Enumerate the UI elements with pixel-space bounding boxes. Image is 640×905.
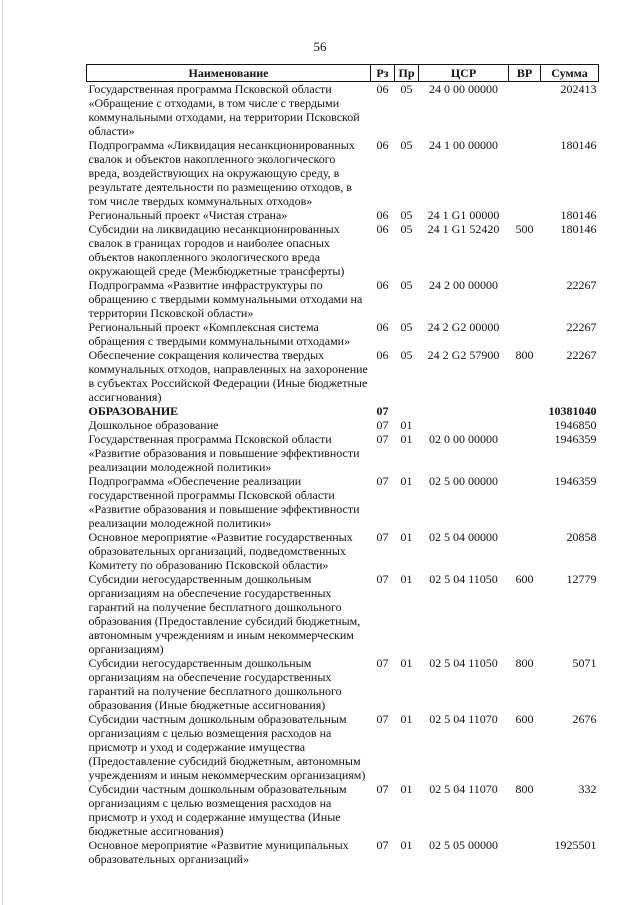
row-vr [509,138,541,208]
row-rz: 07 [376,572,389,586]
row-sum: 332 [578,782,597,796]
row-pr: 05 [400,222,413,236]
budget-table [86,64,599,866]
row-name: Основное мероприятие «Развитие муниципальных образовательных организаций» [88,838,349,866]
row-csr: 02 5 04 11070 [429,782,498,796]
row-name: Субсидии частным дошкольным образовательным организациям с целью возмещения расходов на присмотр и уход и содержание имущества (Предоставление субсидий бюджетным, автономным учреждениям и иным некоммерческим организациям) [88,712,366,782]
row-vr [509,320,541,348]
table-row [87,530,599,572]
row-vr [509,278,541,320]
row-csr: 24 1 00 00000 [429,138,498,152]
row-name: Подпрограмма «Обеспечение реализации государственной программы Псковской области «Развитие образования и повышение эффективности реализации молодежной политики» [88,474,360,530]
row-vr [509,474,541,530]
header-name: Наименование [87,65,371,82]
table-row [87,572,599,656]
table-row [87,838,599,866]
row-csr [419,418,509,432]
row-pr: 01 [400,572,413,586]
row-name: Подпрограмма «Развитие инфраструктуры по обращению с твердыми коммунальными отходами на территории Псковской области» [88,278,363,320]
row-sum: 22267 [566,348,597,362]
table-row [87,222,599,278]
row-sum: 180146 [560,222,597,236]
header-csr: ЦСР [419,65,509,82]
row-vr [509,404,541,418]
row-name: Основное мероприятие «Развитие государственных образовательных организаций, подведомственных Комитету по образованию Псковской области» [88,530,353,572]
section-sum: 10381040 [548,404,597,418]
row-rz: 06 [376,348,389,362]
row-vr [509,418,541,432]
row-name: Обеспечение сокращения количества твердых коммунальных отходов, направленных на захоронение в субъектах Российской Федерации (Иные бюджетные ассигнования) [88,348,368,404]
table-row [87,348,599,404]
table-row [87,208,599,222]
row-vr [509,82,541,139]
table-row [87,138,599,208]
row-name: Государственная программа Псковской области «Обращение с отходами, в том числе с твердыми коммунальными отходами, на территории Псковской области» [88,82,360,138]
row-rz: 07 [376,404,389,418]
row-csr: 02 5 04 11070 [429,712,498,726]
row-name: Дошкольное образование [88,418,219,432]
row-pr: 01 [400,782,413,796]
row-rz: 07 [376,656,389,670]
row-name: Подпрограмма «Ликвидация несанкционированных свалок и объектов накопленного экологического вреда, воздействующих на окружающую среду, в результате деятельности по размещению отходов, в том числе твердых коммунальных отходов» [88,138,355,208]
row-csr: 24 2 00 00000 [429,278,498,292]
header-row [87,65,599,82]
header-sum: Сумма [541,65,599,82]
row-vr: 800 [515,656,534,670]
table-row [87,474,599,530]
header-pr: Пр [395,65,419,82]
row-sum: 22267 [566,278,597,292]
row-csr: 02 5 05 00000 [429,838,498,852]
row-rz: 07 [376,474,389,488]
row-vr: 800 [515,782,534,796]
row-name: Субсидии негосударственным дошкольным организациям на обеспечение государственных гарантий на получение бесплатного дошкольного образования (Иные бюджетные ассигнования) [88,656,342,712]
row-sum: 1946359 [554,474,597,488]
header-vr: ВР [509,65,541,82]
row-name: Государственная программа Псковской области «Развитие образования и повышение эффективности реализации молодежной политики» [88,432,360,474]
row-rz: 07 [376,712,389,726]
row-name: Субсидии на ликвидацию несанкционированных свалок в границах городов и наиболее опасных объектов накопленного экологического вреда окружающей среде (Межбюджетные трансферты) [88,222,345,278]
row-vr: 500 [515,222,534,236]
row-vr [509,208,541,222]
row-pr: 01 [400,432,413,446]
row-rz: 06 [376,82,389,96]
row-pr: 01 [400,474,413,488]
row-pr: 01 [400,530,413,544]
row-sum: 180146 [560,138,597,152]
row-sum: 180146 [560,208,597,222]
row-pr [395,404,419,418]
table-row [87,418,599,432]
header-rz: Рз [371,65,395,82]
row-sum: 202413 [560,82,597,96]
row-csr: 02 5 00 00000 [429,474,498,488]
table-header [87,65,599,82]
table-row [87,82,599,139]
row-rz: 07 [376,838,389,852]
row-sum: 2676 [572,712,597,726]
row-csr [419,404,509,418]
scan-edge [2,0,3,905]
table-body [87,82,599,867]
table-row [87,782,599,838]
row-sum: 1946850 [554,418,597,432]
row-sum: 20858 [566,530,597,544]
row-csr: 24 2 G2 57900 [427,348,500,362]
row-csr: 24 0 00 00000 [429,82,498,96]
row-rz: 07 [376,782,389,796]
row-vr: 600 [515,712,534,726]
row-pr: 05 [400,348,413,362]
row-name: Субсидии частным дошкольным образовательным организациям с целью возмещения расходов на присмотр и уход и содержание имущества (Иные бюджетные ассигнования) [88,782,347,838]
row-rz: 06 [376,138,389,152]
row-pr: 01 [400,656,413,670]
row-sum: 5071 [572,656,597,670]
row-pr: 05 [400,208,413,222]
table-row [87,712,599,782]
row-sum: 12779 [566,572,597,586]
row-csr: 24 1 G1 00000 [427,208,500,222]
row-name: Региональный проект «Комплексная система обращения с твердыми коммунальными отходами» [88,320,351,348]
row-rz: 07 [376,432,389,446]
row-pr: 01 [400,712,413,726]
row-csr: 24 1 G1 52420 [427,222,500,236]
row-pr: 05 [400,82,413,96]
row-pr: 05 [400,278,413,292]
row-rz: 06 [376,278,389,292]
row-rz: 06 [376,222,389,236]
row-vr [509,432,541,474]
row-vr [509,530,541,572]
row-vr [509,838,541,866]
section-row [87,404,599,418]
row-csr: 02 5 04 11050 [429,656,498,670]
page-number: 56 [313,39,327,54]
row-vr: 800 [515,348,534,362]
row-csr: 24 2 G2 00000 [427,320,500,334]
table-row [87,278,599,320]
table-row [87,656,599,712]
table-row [87,432,599,474]
row-rz: 06 [376,208,389,222]
row-pr: 05 [400,138,413,152]
row-name: Субсидии негосударственным дошкольным организациям на обеспечение государственных гарантий на получение бесплатного дошкольного образования (Предоставление субсидий бюджетным, автономным учреждениям и иным некоммерческим организациям) [88,572,361,656]
row-csr: 02 5 04 00000 [429,530,498,544]
row-pr: 01 [400,838,413,852]
row-vr: 600 [515,572,534,586]
row-csr: 02 0 00 00000 [429,432,498,446]
row-sum: 1946359 [554,432,597,446]
row-pr: 01 [400,418,413,432]
table-row [87,320,599,348]
row-sum: 22267 [566,320,597,334]
row-rz: 07 [376,418,389,432]
row-csr: 02 5 04 11050 [429,572,498,586]
row-rz: 06 [376,320,389,334]
row-name: Региональный проект «Чистая страна» [88,208,288,222]
row-pr: 05 [400,320,413,334]
section-name: ОБРАЗОВАНИЕ [88,404,179,418]
row-sum: 1925501 [554,838,597,852]
row-rz: 07 [376,530,389,544]
